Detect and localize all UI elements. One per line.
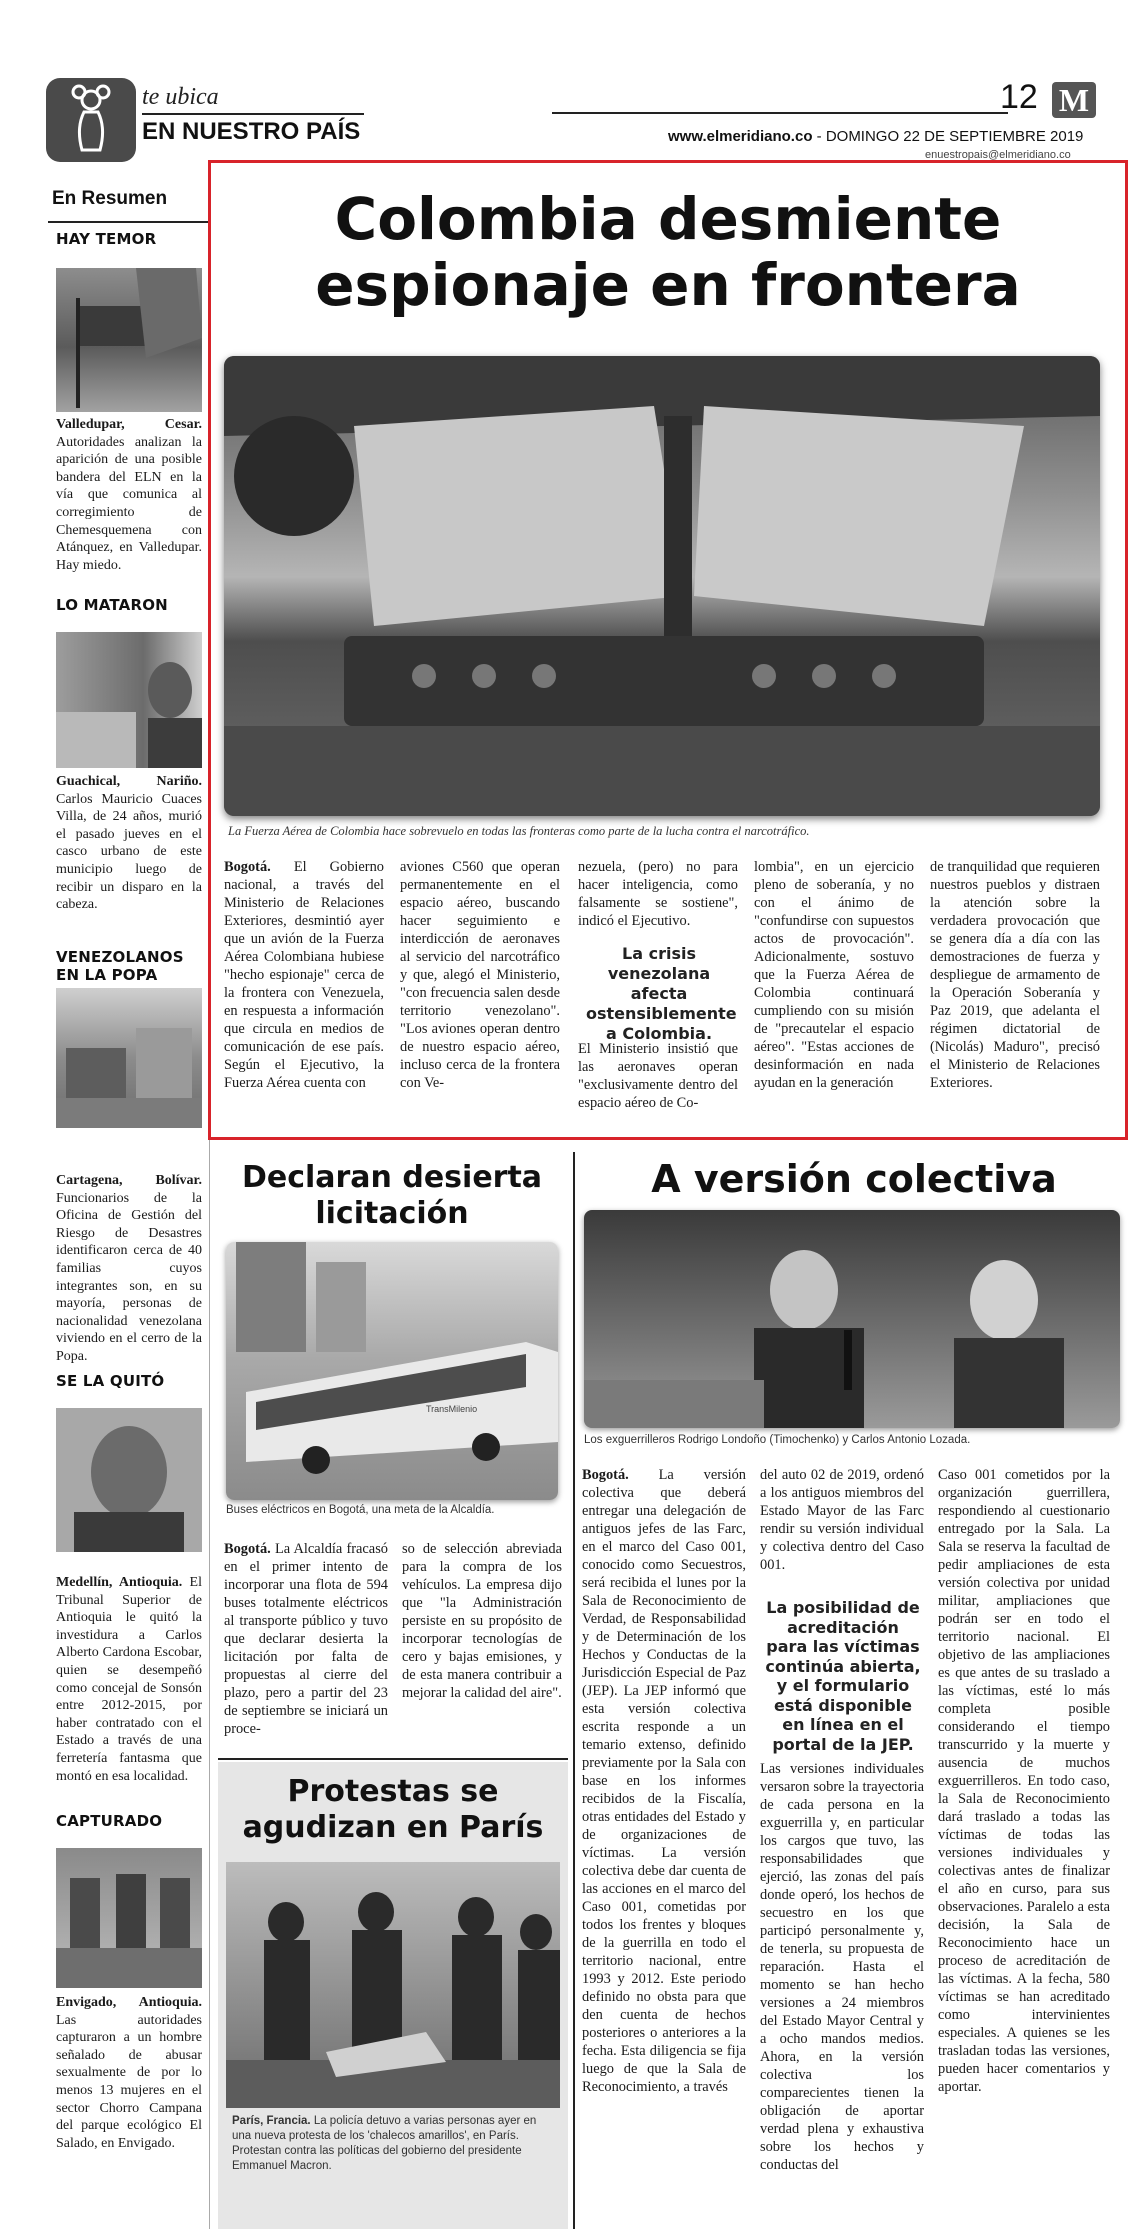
main-col-5: de tranquilidad que requieren nuestros pueblos y distraen la atención sobre la verdadera provocación que se genera día a día con las demostraciones de fuerza y despliegue de armamento de la Operación Soberanía y Paz 2019, que adelanta el régimen dictatorial de (Nicolás) Maduro", precisó el Ministerio de Relaciones Exteriores. bbox=[930, 859, 1100, 1091]
colectiva-col-3: Caso 001 cometidos por la organización guerrillera, respondiendo al cuestionario entregado por la Sala. La Sala se reserva la facultad de pedir ampliaciones de esta versión colectiva por unidad militar, ampliaciones que podrán ser en todo el territorio nacional. El objetivo de las ampliaciones es que antes de su traslado a las víctimas, esté lo más completa posible considerando el tiempo transcurrido y la muerte y ausencia de muchos exguerrilleros. En todo caso, la Sala de Reconocimiento dará traslado a todas las víctimas de todas las versiones individuales y colectivas antes de finalizar el año en curso, para sus observaciones. Paralelo a esta decisión, la Sala de Reconocimiento hace un proceso de acreditación de las víctimas. A la fecha, 580 víctimas se han acreditado como intervinientes especiales. A quienes se les trasladan todas las versiones, pueden hacer comentarios y aportar. bbox=[938, 1467, 1110, 2095]
colectiva-col-1: Bogotá. La versión colectiva que deberá entregar una delegación de antiguos jefes de las Farc, en el marco del Caso 001, conocido como Secuestros, será recibida el lunes por la Sala de Reconocimiento de Verdad, de Responsabilidad y de Determinación de los Hechos y Conductas de la Jurisdicción Especial de Paz (JEP). La JEP informó que esta versión colectiva escrita responde a un temario extenso, definido previamente por la Sala con base en los informes recibidos de la Fiscalía, otras entidades del Estado y de organizaciones de víctimas. La versión colectiva debe dar cuenta de las acciones en el marco del Caso 001, cometidas por todos los frentes y bloques de la guerrilla en todo el territorio nacional, entre 1993 y 2012. Este periodo definido no obsta para que den cuenta de hechos posteriores o anteriores a la fecha. Esta diligencia se fija luego de que la Sala de Reconocimiento, a través bbox=[582, 1467, 746, 2095]
colectiva-headline: A versión colectiva bbox=[651, 1157, 1057, 1201]
paris-headline: Protestas se agudizan en París bbox=[242, 1774, 544, 1845]
section-icon bbox=[46, 78, 136, 162]
sidebar-divider bbox=[209, 1140, 210, 2229]
sidebar-text: Envigado, Antioquia. Las autoridades capturaron a un hombre señalado de abusar sexualmente de por lo menos 13 mujeres en el sector Chorro Campana del parque ecológico El Salado, en Envigado. bbox=[56, 1995, 202, 2151]
sidebar-title: En Resumen bbox=[52, 188, 168, 209]
sidebar-kicker: CAPTURADO bbox=[56, 1812, 163, 1830]
logo-text: M bbox=[1058, 82, 1090, 118]
sidebar-kicker: LO MATARON bbox=[56, 596, 168, 614]
section-rule bbox=[142, 113, 364, 115]
colectiva-pull-quote: La posibilidad de acreditación para las víctimas continúa abierta, y el formulario está disponible en línea en el portal de la JEP. bbox=[765, 1598, 921, 1754]
date-line bbox=[668, 128, 1083, 145]
colectiva-col-2b: Las versiones individuales versaron sobre la trayectoria de cada persona en la exguerrilla y, en particular los cargos que tuvo, las responsabilidades que ejerció, las zonas del país donde operó, los hechos de secuestro en los que participó personalmente y, de tenerla, su propuesta de reparación. Hasta el momento se han hecho versiones a 24 miembros del Estado Mayor Central y a ocho mandos medios. Ahora, en la versión colectiva los comparecientes tienen la obligación de aportar verdad plena y exhaustiva sobre los hechos y conductas del bbox=[760, 1761, 924, 2173]
section-small: te ubica bbox=[142, 84, 219, 110]
main-col-4: lombia", en un ejercicio pleno de soberanía, y no con el ánimo de "confundirse con supuestos actos de provocación". Adicionalmente, sostuvo que la Fuerza Aérea de Colombia continuará cumpliendo con su misión de "precautelar el espacio aéreo". "Estas acciones de desinformación en nada ayudan en la generación bbox=[754, 859, 914, 1091]
sidebar-bar bbox=[48, 221, 209, 223]
sidebar-text: Valledupar, Cesar. Autoridades analizan la aparición de una posible bandera del ELN en la vía que comunica al corregimiento de Chemesquemena con Atánquez, en Valledupar. Hay miedo. bbox=[56, 417, 202, 573]
logo bbox=[1052, 82, 1096, 118]
paris-photo bbox=[226, 1862, 560, 2108]
vase-icon bbox=[46, 78, 136, 162]
colectiva-col-2a: del auto 02 de 2019, ordenó a los antiguos miembros del Estado Mayor de las Farc rendir su versión individual y colectiva dentro del Caso 001. bbox=[760, 1467, 924, 1573]
column-divider bbox=[573, 1152, 575, 2229]
bus-photo bbox=[226, 1242, 558, 1500]
page-number: 12 bbox=[1000, 78, 1038, 116]
main-caption: La Fuerza Aérea de Colombia hace sobrevuelo en todas las fronteras como parte de la lucha contra el narcotráfico. bbox=[228, 824, 810, 838]
sidebar-photo-bandera bbox=[56, 268, 202, 412]
colectiva-photo bbox=[584, 1210, 1120, 1428]
sidebar-text: Cartagena, Bolívar. Funcionarios de la Oficina de Gestión del Riesgo de Desastres identificaron cerca de 40 familias cuyos integrantes son, en su mayoría, personas de nacionalidad venezolana viviendo en el cerro de la Popa. bbox=[56, 1173, 202, 1364]
sidebar-photo-concejal bbox=[56, 1408, 202, 1552]
sidebar-photo-popa bbox=[56, 988, 202, 1128]
main-col-3a: nezuela, (pero) no para hacer inteligencia, como falsamente se sostiene", indicó el Ejecutivo. bbox=[578, 859, 738, 929]
licitacion-headline: Declaran desierta licitación bbox=[241, 1160, 543, 1231]
licitacion-caption: Buses eléctricos en Bogotá, una meta de la Alcaldía. bbox=[226, 1504, 495, 1516]
sidebar-kicker: VENEZOLANOS EN LA POPA bbox=[56, 948, 184, 984]
top-rule bbox=[552, 112, 1008, 114]
main-col-3b: El Ministerio insistió que las aeronaves operan "exclusivamente dentro del espacio aéreo de Co- bbox=[578, 1041, 738, 1111]
colectiva-caption: Los exguerrilleros Rodrigo Londoño (Timochenko) y Carlos Antonio Lozada. bbox=[584, 1434, 971, 1446]
licitacion-col-1: Bogotá. La Alcaldía fracasó en el primer intento de incorporar una flota de 594 buses totalmente eléctricos al transporte público y tuvo que declarar desierta la licitación por falta de propuestas al cierre del plazo, pero a partir del 23 de septiembre se iniciará un proce- bbox=[224, 1541, 388, 1737]
sidebar-kicker: SE LA QUITÓ bbox=[56, 1372, 165, 1390]
site-url[interactable]: www.elmeridiano.co bbox=[668, 128, 813, 145]
bus-label: TransMilenio bbox=[426, 1404, 478, 1414]
licitacion-col-2: so de selección abreviada para la compra de los vehículos. La empresa dijo que "la Administración persiste en su propósito de incorporar tecnologías de cero y bajas emisiones, y de esta manera contribuir a mejorar la calidad del aire". bbox=[402, 1541, 562, 1701]
main-headline: Colombia desmiente espionaje en frontera bbox=[315, 185, 1021, 319]
sidebar-text: Medellín, Antioquia. El Tribunal Superior de Antioquia le quitó la investidura a Carlos Alberto Cardona Escobar, quien se desempeñó como concejal de Sonsón entre 2012-2015, por haber contratado con el Estado a través de una ferretería fantasma que montó en esa localidad. bbox=[56, 1575, 202, 1784]
section-email[interactable]: enuestropais@elmeridiano.co bbox=[925, 149, 1071, 161]
main-col-2: aviones C560 que operan permanentemente en el espacio aéreo, buscando hacer seguimiento e interdicción de aeronaves al servicio del narcotráfico y que, alegó el Ministerio, "con frecuencia salen desde territorio venezolano". "Los aviones operan dentro de nuestro espacio aéreo, incluso cerca de la frontera con Ve- bbox=[400, 859, 560, 1091]
section-big: EN NUESTRO PAÍS bbox=[142, 118, 361, 145]
section-divider bbox=[218, 1758, 568, 1760]
main-col-1: Bogotá. El Gobierno nacional, a través del Ministerio de Relaciones Exteriores, desmintió ayer que un avión de la Fuerza Aérea Colombiana hubiese "hecho espionaje" cerca de la frontera con Venezuela, en respuesta a información que circula en medios de comunicación de ese país. Según el Ejecutivo, la Fuerza Aérea cuenta con bbox=[224, 859, 384, 1091]
main-pull-quote: La crisis venezolana afecta ostensiblemente a Colombia. bbox=[586, 944, 737, 1043]
sidebar-photo-capturado bbox=[56, 1848, 202, 1988]
sidebar-kicker: HAY TEMOR bbox=[56, 230, 157, 248]
header bbox=[0, 0, 1140, 160]
paris-caption: París, Francia. La policía detuvo a varias personas ayer en una nueva protesta de los 'chalecos amarillos', en París. Protestan contra las políticas del gobierno del presidente Emmanuel Macron. bbox=[232, 2115, 537, 2172]
sidebar-photo-victim bbox=[56, 632, 202, 768]
issue-date: - DOMINGO 22 DE SEPTIEMBRE 2019 bbox=[812, 128, 1084, 145]
sidebar-text: Guachical, Nariño. Carlos Mauricio Cuaces Villa, de 24 años, murió el pasado jueves en el casco urbano de este municipio luego de recibir un disparo en la cabeza. bbox=[56, 774, 202, 913]
cockpit-photo bbox=[224, 356, 1100, 816]
